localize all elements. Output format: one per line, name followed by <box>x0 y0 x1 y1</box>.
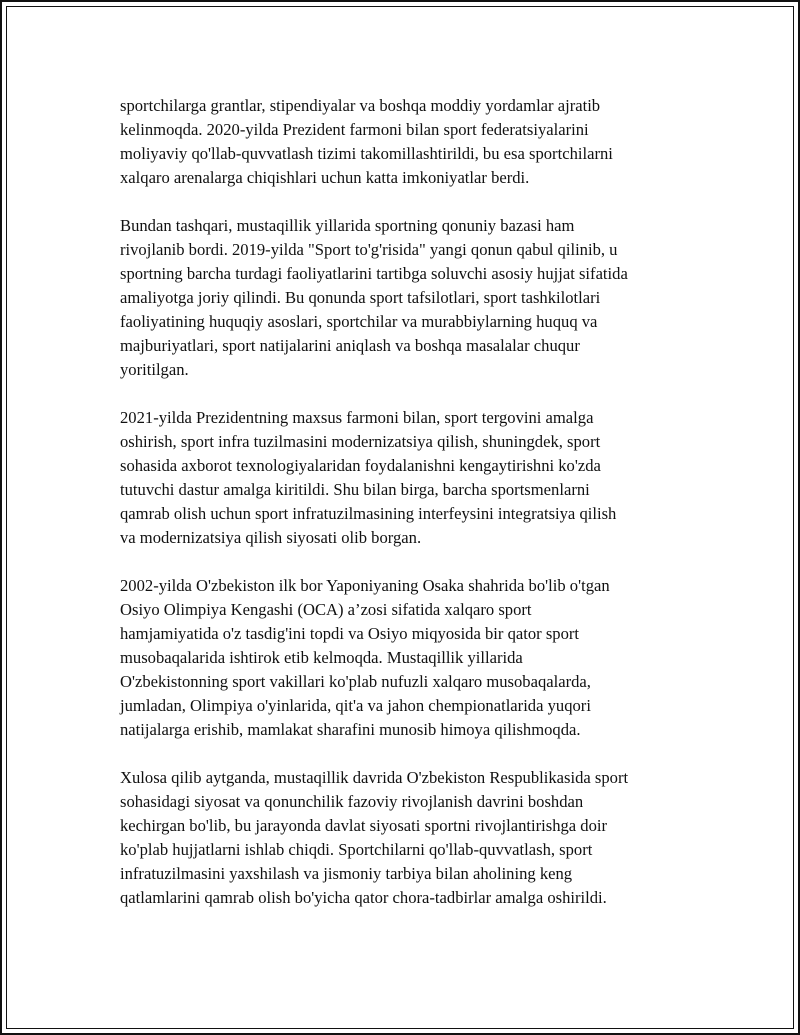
paragraph-line: jumladan, Olimpiya o'yinlarida, qit'a va jahon chempionatlarida yuqori <box>120 696 591 715</box>
paragraph-line: Osiyo Olimpiya Kengashi (OCA) a’zosi sifatida xalqaro sport <box>120 600 532 619</box>
paragraph-line: qamrab olish uchun sport infratuzilmasining interfeysini integratsiya qilish <box>120 504 617 523</box>
paragraph-line: musobaqalarida ishtirok etib kelmoqda. Mustaqillik yillarida <box>120 648 523 667</box>
paragraph-4 <box>120 574 690 742</box>
paragraph-line: sportning barcha turdagi faoliyatlarini tartibga soluvchi asosiy hujjat sifatida <box>120 264 628 283</box>
paragraph-line: rivojlanib bordi. 2019-yilda "Sport to'g'risida" yangi qonun qabul qilinib, u <box>120 240 618 259</box>
paragraph-line: 2002-yilda O'zbekiston ilk bor Yaponiyaning Osaka shahrida bo'lib o'tgan <box>120 576 610 595</box>
paragraph-line: sohasida axborot texnologiyalaridan foydalanishni kengaytirishni ko'zda <box>120 456 601 475</box>
paragraph-line: xalqaro arenalarga chiqishlari uchun katta imkoniyatlar berdi. <box>120 168 530 187</box>
paragraph-2 <box>120 214 690 382</box>
paragraph-1 <box>120 94 690 190</box>
paragraph-line: va modernizatsiya qilish siyosati olib borgan. <box>120 528 422 547</box>
paragraph-line: 2021-yilda Prezidentning maxsus farmoni bilan, sport tergovini amalga <box>120 408 594 427</box>
paragraph-line: moliyaviy qo'llab-quvvatlash tizimi takomillashtirildi, bu esa sportchilarni <box>120 144 613 163</box>
paragraph-line: Bundan tashqari, mustaqillik yillarida sportning qonuniy bazasi ham <box>120 216 575 235</box>
paragraph-line: faoliyatining huquqiy asoslari, sportchilar va murabbiylarning huquq va <box>120 312 598 331</box>
paragraph-line: yoritilgan. <box>120 360 189 379</box>
paragraph-line: oshirish, sport infra tuzilmasini modernizatsiya qilish, shuningdek, sport <box>120 432 601 451</box>
paragraph-line: majburiyatlari, sport natijalarini aniqlash va boshqa masalalar chuqur <box>120 336 580 355</box>
paragraph-line: tutuvchi dastur amalga kiritildi. Shu bilan birga, barcha sportsmenlarni <box>120 480 590 499</box>
paragraph-line: hamjamiyatida o'z tasdig'ini topdi va Osiyo miqyosida bir qator sport <box>120 624 580 643</box>
paragraph-line: O'zbekistonning sport vakillari ko'plab nufuzli xalqaro musobaqalarda, <box>120 672 591 691</box>
paragraph-line: natijalarga erishib, mamlakat sharafini munosib himoya qilishmoqda. <box>120 720 581 739</box>
paragraph-line: qatlamlarini qamrab olish bo'yicha qator chora-tadbirlar amalga oshirildi. <box>120 888 607 907</box>
paragraph-line: sohasidagi siyosat va qonunchilik fazoviy rivojlanish davrini boshdan <box>120 792 584 811</box>
paragraph-line: Xulosa qilib aytganda, mustaqillik davrida O'zbekiston Respublikasida sport <box>120 768 629 787</box>
paragraph-3 <box>120 406 690 550</box>
paragraph-line: amaliyotga joriy qilindi. Bu qonunda sport tafsilotlari, sport tashkilotlari <box>120 288 601 307</box>
paragraph-line: kechirgan bo'lib, bu jarayonda davlat siyosati sportni rivojlantirishga doir <box>120 816 608 835</box>
paragraph-line: sportchilarga grantlar, stipendiyalar va boshqa moddiy yordamlar ajratib <box>120 96 601 115</box>
paragraph-5 <box>120 766 690 910</box>
paragraph-line: infratuzilmasini yaxshilash va jismoniy tarbiya bilan aholining keng <box>120 864 573 883</box>
paragraph-line: kelinmoqda. 2020-yilda Prezident farmoni bilan sport federatsiyalarini <box>120 120 589 139</box>
paragraph-line: ko'plab hujjatlarni ishlab chiqdi. Sportchilarni qo'llab-quvvatlash, sport <box>120 840 593 859</box>
document-body <box>120 94 690 934</box>
